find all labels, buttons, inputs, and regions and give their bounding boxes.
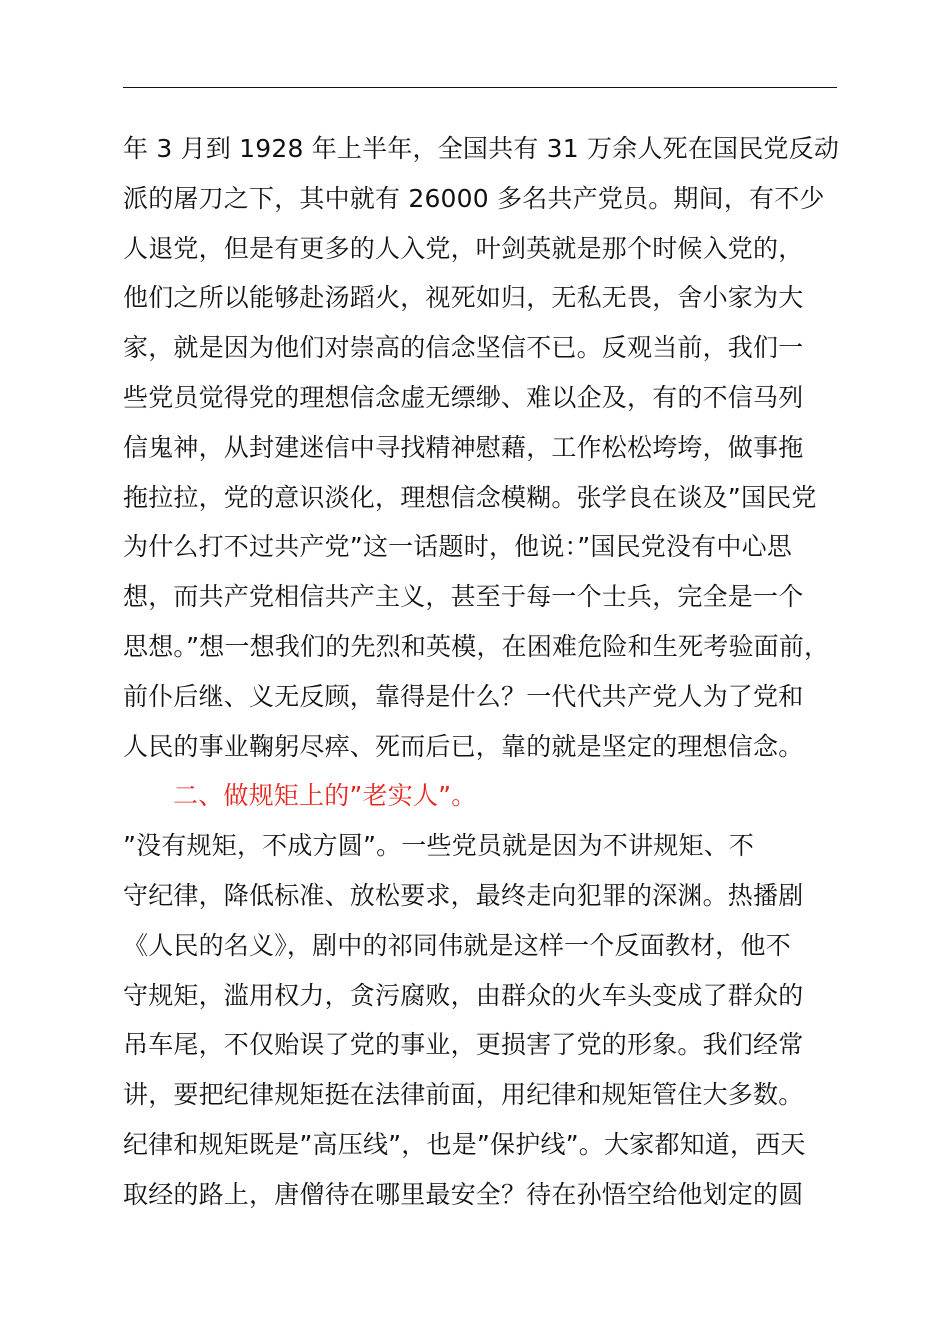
text-line: 他们之所以能够赴汤蹈火，视死如归，无私无畏，舍小家为大 [123, 283, 804, 313]
text-line: 为什么打不过共产党”这一话题时，他说：”国民党没有中心思 [123, 532, 793, 562]
section-heading: 二、做规矩上的”老实人”。 [173, 781, 477, 811]
text-line: 吊车尾，不仅贻误了党的事业，更损害了党的形象。我们经常 [123, 1030, 804, 1060]
text-line: 思想。”想一想我们的先烈和英模，在困难危险和生死考验面前， [123, 631, 830, 661]
text-line: 拖拉拉，党的意识淡化，理想信念模糊。张学良在谈及”国民党 [123, 482, 817, 512]
text-line: 《人民的名义》，剧中的祁同伟就是这样一个反面教材，他不 [123, 930, 791, 960]
text-line: 取经的路上，唐僧待在哪里最安全？待在孙悟空给他划定的圆 [123, 1179, 804, 1209]
text-line: 些党员觉得党的理想信念虚无缥缈、难以企及，有的不信马列 [123, 382, 804, 412]
text-line: 想，而共产党相信共产主义，甚至于每一个士兵，完全是一个 [123, 582, 804, 612]
text-line: 人退党，但是有更多的人入党，叶剑英就是那个时候入党的， [123, 233, 804, 263]
text-line: 信鬼神，从封建迷信中寻找精神慰藉，工作松松垮垮，做事拖 [123, 432, 804, 462]
text-line: 人民的事业鞠躬尽瘁、死而后已，靠的就是坚定的理想信念。 [123, 731, 804, 761]
text-line: 守纪律，降低标准、放松要求，最终走向犯罪的深渊。热播剧 [123, 880, 804, 910]
body-text [123, 124, 883, 1220]
text-line: 纪律和规矩既是”高压线”，也是”保护线”。大家都知道，西天 [123, 1129, 806, 1159]
header-rule [123, 87, 837, 88]
text-line: ”没有规矩，不成方圆”。一些党员就是因为不讲规矩、不 [123, 831, 755, 861]
text-line: 讲，要把纪律规矩挺在法律前面，用纪律和规矩管住大多数。 [123, 1080, 804, 1110]
text-line: 家，就是因为他们对崇高的信念坚信不已。反观当前，我们一 [123, 333, 804, 363]
text-line: 年 3 月到 1928 年上半年，全国共有 31 万余人死在国民党反动 [123, 134, 840, 163]
text-line: 守规矩，滥用权力，贪污腐败，由群众的火车头变成了群众的 [123, 980, 804, 1010]
text-line: 派的屠刀之下，其中就有 26000 多名共产党员。期间，有不少 [123, 183, 825, 213]
text-line: 前仆后继、义无反顾，靠得是什么？一代代共产党人为了党和 [123, 681, 804, 711]
